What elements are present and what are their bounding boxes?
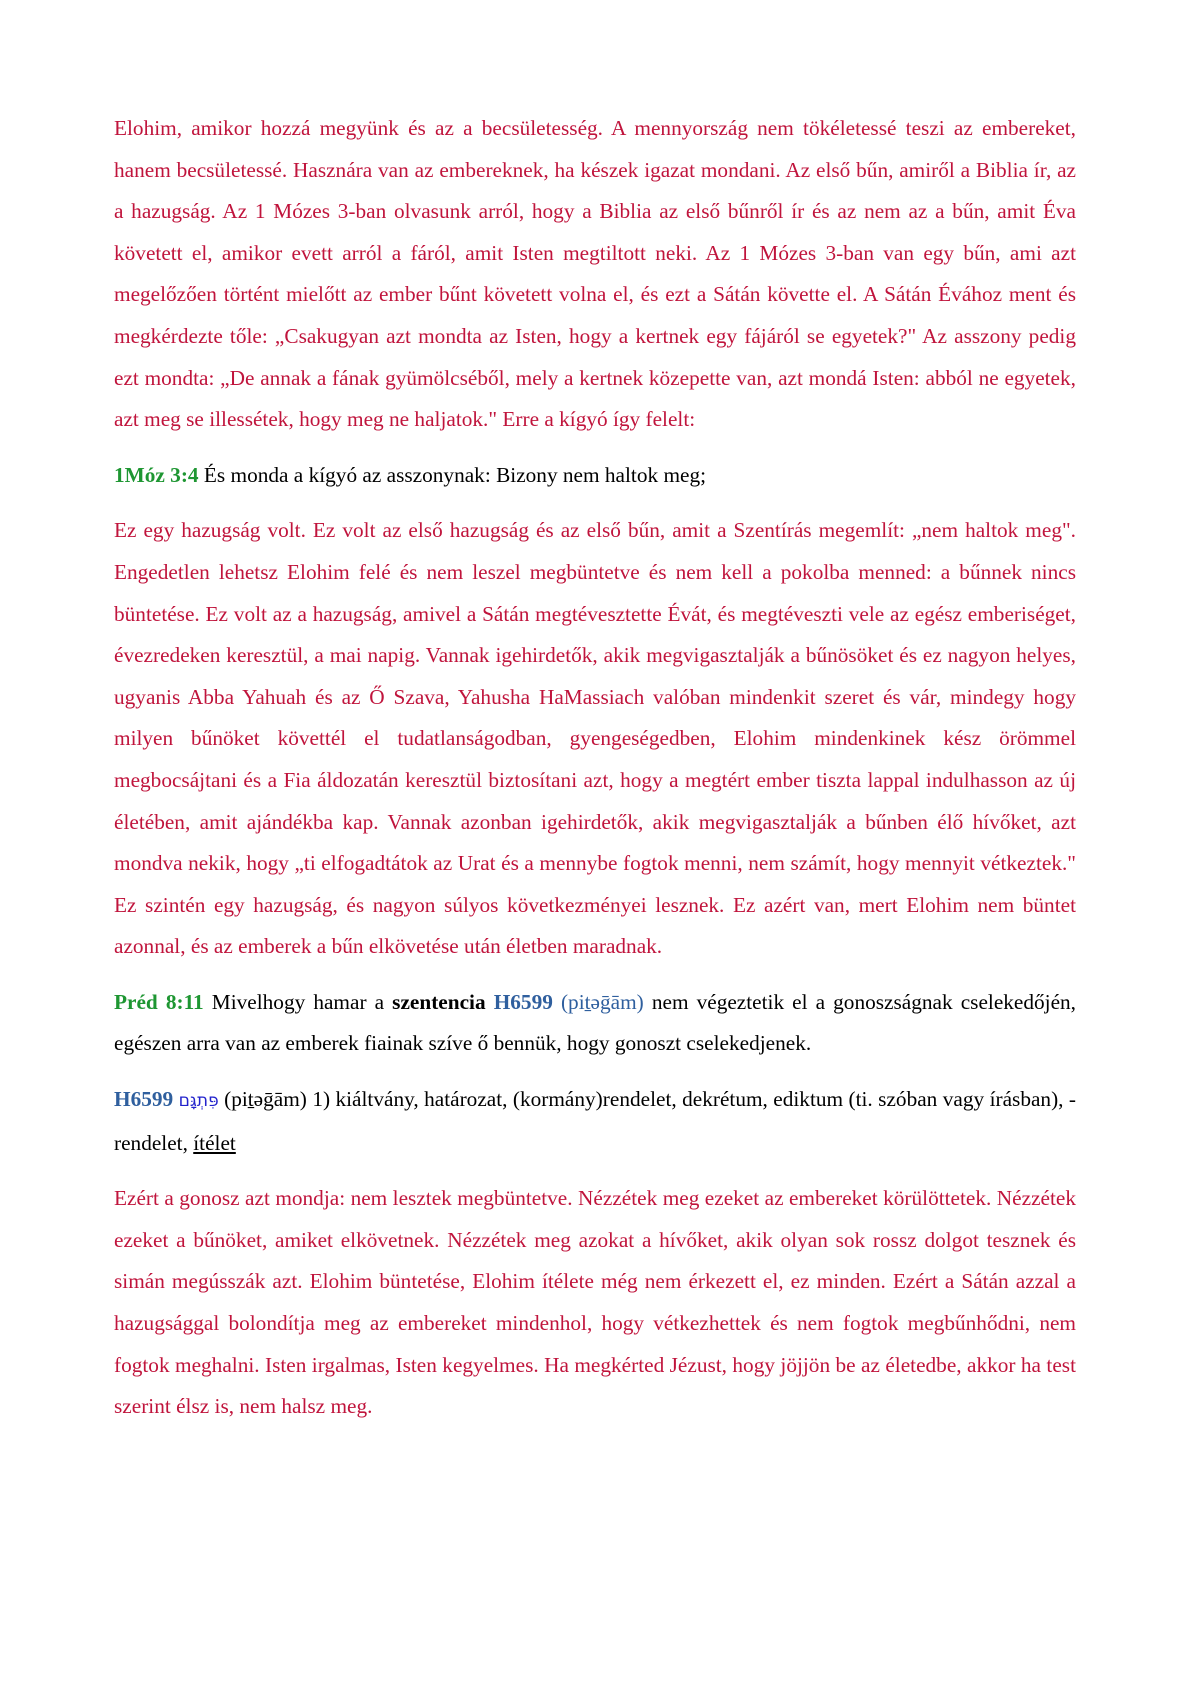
paragraph-conclusion: Ezért a gonosz azt mondja: nem lesztek megbüntetve. Nézzétek meg ezeket az embereket körülöttetek. Nézzétek ezeket a bűnöket, amiket elkövetnek. Nézzétek meg azokat a hívőket, akik olyan sok rossz dolgot tesznek és simán megússzák azt. Elohim büntetése, Elohim ítélete még nem érkezett el, ez minden. Ezért a Sátán azzal a hazugsággal bolondítja meg az embereket mindenhol, hogy vétkezhettek és nem fogtok megbűnhődni, nem fogtok meghalni. Isten irgalmas, Isten kegyelmes. Ha megkérted Jézust, hogy jöjjön be az életedbe, akkor ha test szerint élsz is, nem halsz meg. [114,1186,1076,1419]
verse-text-start: Mivelhogy hamar a [203,989,393,1014]
verse-text-end: nem végeztetik el a gonoszságnak cselekedőjén, egészen arra van az emberek fiainak szíve ő bennük, hogy gonoszt cselekedjenek. [114,989,1077,1056]
highlighted-word: szentencia [392,989,486,1014]
lexicon-underlined-word: ítélet [193,1130,236,1155]
document-page [114,108,1076,1442]
paragraph-intro: Elohim, amikor hozzá megyünk és az a becsületesség. A mennyország nem tökéletessé teszi az embereket, hanem becsületessé. Hasznára van az embereknek, ha készek igazat mondani. Az első bűn, amiről a Biblia ír, az a hazugság. Az 1 Mózes 3-ban olvasunk arról, hogy a Biblia az első bűnről ír és az nem az a bűn, amit Éva követett el, amikor evett arról a fáról, amit Isten megtiltott neki. Az 1 Mózes 3-ban van egy bűn, ami azt megelőzően történt mielőtt az ember bűnt követett volna el, és ezt a Sátán követte el. A Sátán Évához ment és megkérdezte tőle: „Csakugyan azt mondta az Isten, hogy a kertnek egy fájáról se egyetek?" Az asszony pedig ezt mondta: „De annak a fának gyümölcséből, mely a kertnek közepette van, azt mondá Isten: abból ne egyetek, azt meg se illessétek, hogy meg ne haljatok." Erre a kígyó így felelt: [114,116,1076,432]
lexicon-definition: (piṯəḡām) 1) kiáltvány, határozat, (kormány)rendelet, dekrétum, ediktum (ti. szóban vagy írásban), - rendelet, [114,1087,1076,1155]
verse-reference: Préd 8:11 [114,989,204,1014]
lexicon-entry [114,1079,1076,1164]
paragraph-lie: Ez egy hazugság volt. Ez volt az első hazugság és az első bűn, amit a Szentírás megemlít: „nem haltok meg". Engedetlen lehetsz Elohim felé és nem leszel megbüntetve és nem kell a pokolba menned: a bűnnek nincs büntetése. Ez volt az a hazugság, amivel a Sátán megtévesztette Évát, és megtéveszti vele az egész emberiséget, évezredeken keresztül, a mai napig. Vannak igehirdetők, akik megvigasztalják a bűnösöket és ez nagyon helyes, ugyanis Abba Yahuah és az Ő Szava, Yahusha HaMassiach valóban mindenkit szeret és vár, mindegy hogy milyen bűnöket követtél el tudatlanságodban, gyengeségedben, Elohim mindenkinek kész örömmel megbocsájtani és a Fia áldozatán keresztül biztosítani azt, hogy a megtért ember tiszta lappal indulhasson az új életében, amit ajándékba kap. Vannak azonban igehirdetők, akik megvigasztalják a bűnben élő hívőket, azt mondva nekik, hogy „ti elfogadtátok az Urat és a mennybe fogtok menni, nem számít, hogy mennyit vétkeztek." Ez szintén egy hazugság, és nagyon súlyos következményei lesznek. Ez azért van, mert Elohim nem büntet azonnal, és az emberek a bűn elkövetése után életben maradnak. [114,518,1076,959]
lexicon-strong-number: H6599 [114,1087,174,1112]
verse-ecclesiastes-8-11 [114,982,1076,1065]
hebrew-word: פִּתְגָּם [178,1091,219,1112]
verse-reference: 1Móz 3:4 [114,462,199,487]
strong-number: H6599 [493,989,553,1014]
verse-genesis-3-4 [114,455,1076,497]
verse-text: És monda a kígyó az asszonynak: Bizony nem haltok meg; [198,462,707,487]
transliteration: (piṯəḡām) [560,989,644,1014]
